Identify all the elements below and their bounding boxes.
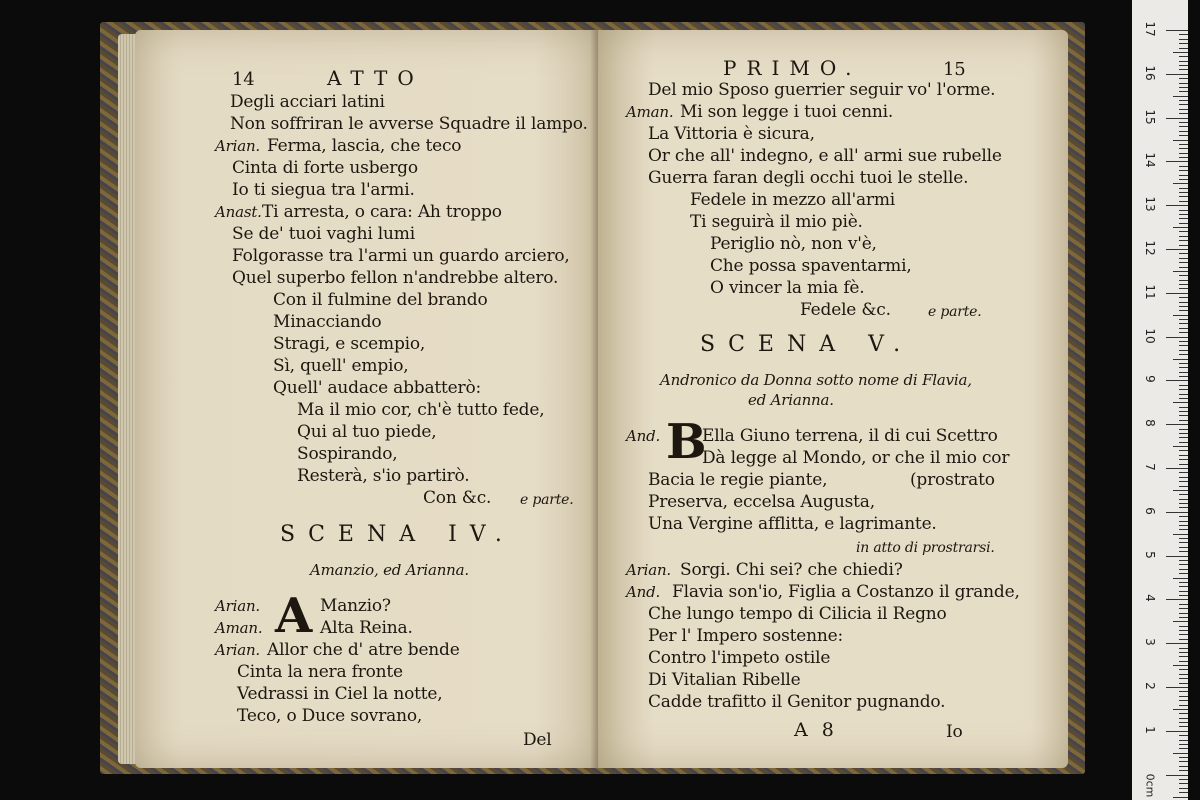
ruler-tick [1179, 652, 1188, 653]
ruler-tick [1179, 87, 1188, 88]
ruler-tick [1179, 192, 1188, 193]
text-line: Ti arresta, o cara: Ah troppo [262, 202, 502, 222]
text-line: Con il fulmine del brando [273, 290, 488, 310]
ruler-tick [1179, 507, 1188, 508]
speaker-label: Arian. [215, 641, 260, 659]
ruler-tick [1166, 643, 1188, 644]
text-line: Ma il mio cor, ch'è tutto fede, [297, 400, 545, 420]
scene-title: SCENA V. [700, 332, 914, 357]
ruler-tick [1179, 669, 1188, 670]
ruler-tick [1179, 345, 1188, 346]
speaker-label: Arian. [626, 561, 671, 579]
ruler-tick [1179, 385, 1188, 386]
exit-note: e parte. [520, 492, 574, 508]
text-line: Sospirando, [297, 444, 398, 464]
ruler-tick [1173, 446, 1188, 447]
text-line: Degli acciari latini [230, 92, 385, 112]
ruler-tick [1173, 52, 1188, 53]
text-line: Cadde trafitto il Genitor pugnando. [648, 692, 946, 712]
text-line: (prostrato [910, 470, 995, 490]
ruler-tick [1179, 604, 1188, 605]
stage-direction: in atto di prostrarsi. [856, 540, 995, 556]
ruler-tick [1179, 328, 1188, 329]
ruler-tick [1179, 253, 1188, 254]
ruler-tick [1179, 639, 1188, 640]
signature-mark: A 8 [794, 719, 838, 741]
text-line: Una Vergine afflitta, e lagrimante. [648, 514, 937, 534]
ruler-tick [1179, 275, 1188, 276]
ruler-tick [1179, 144, 1188, 145]
ruler-tick [1179, 214, 1188, 215]
ruler-tick [1179, 442, 1188, 443]
ruler-tick [1173, 271, 1188, 272]
ruler-tick [1166, 293, 1188, 294]
ruler-tick [1179, 188, 1188, 189]
ruler-tick [1179, 376, 1188, 377]
ruler-tick [1179, 389, 1188, 390]
text-line: Bacia le regie piante, [648, 470, 828, 490]
ruler-tick [1179, 521, 1188, 522]
ruler-tick [1179, 354, 1188, 355]
ruler-tick [1179, 157, 1188, 158]
ruler-tick [1179, 529, 1188, 530]
ruler-tick [1166, 599, 1188, 600]
ruler-number: 9 [1143, 375, 1157, 384]
ruler-tick [1179, 332, 1188, 333]
ruler-tick [1179, 284, 1188, 285]
ruler-tick [1179, 372, 1188, 373]
ruler-tick [1179, 595, 1188, 596]
ruler-tick [1179, 310, 1188, 311]
text-line: La Vittoria è sicura, [648, 124, 815, 144]
text-line: Per l' Impero sostenne: [648, 626, 843, 646]
ruler-tick [1179, 582, 1188, 583]
ruler-tick [1179, 516, 1188, 517]
ruler-tick [1179, 499, 1188, 500]
speaker-label: And. [626, 427, 661, 445]
exit-note: e parte. [928, 304, 982, 320]
ruler-tick [1179, 179, 1188, 180]
text-line: Che possa spaventarmi, [710, 256, 912, 276]
ruler-tick [1179, 740, 1188, 741]
text-line: Quell' audace abbatterò: [273, 378, 482, 398]
ruler-tick [1179, 713, 1188, 714]
ruler-tick [1179, 613, 1188, 614]
ruler-tick [1179, 280, 1188, 281]
ruler-tick [1179, 459, 1188, 460]
ruler-tick [1179, 175, 1188, 176]
ruler-tick [1179, 100, 1188, 101]
ruler-number: 13 [1143, 196, 1157, 212]
ruler-number: 5 [1143, 550, 1157, 559]
ruler-tick [1179, 718, 1188, 719]
speaker-label: And. [626, 583, 661, 601]
ruler-tick [1179, 39, 1188, 40]
ruler-tick [1179, 83, 1188, 84]
speaker-label: Aman. [215, 619, 263, 637]
ruler-tick [1166, 556, 1188, 557]
ruler-tick [1179, 223, 1188, 224]
ruler-tick [1173, 665, 1188, 666]
ruler-tick [1166, 205, 1188, 206]
text-line: Con &c. [423, 488, 492, 508]
ruler-tick [1179, 591, 1188, 592]
ruler-tick [1179, 429, 1188, 430]
ruler-tick [1179, 34, 1188, 35]
ruler-tick [1179, 407, 1188, 408]
text-line: O vincer la mia fè. [710, 278, 865, 298]
text-line: Guerra faran degli occhi tuoi le stelle. [648, 168, 969, 188]
ruler-tick [1179, 126, 1188, 127]
ruler-tick [1179, 43, 1188, 44]
ruler-tick [1179, 674, 1188, 675]
ruler-tick [1179, 69, 1188, 70]
text-line: Del mio Sposo guerrier seguir vo' l'orme. [648, 80, 996, 100]
ruler-tick [1179, 564, 1188, 565]
ruler-tick [1179, 341, 1188, 342]
speaker-label: Arian. [215, 597, 260, 615]
ruler-tick [1166, 30, 1188, 31]
text-line: Stragi, e scempio, [273, 334, 426, 354]
drop-cap: A [275, 588, 313, 644]
ruler-tick [1179, 236, 1188, 237]
ruler-number: 16 [1143, 65, 1157, 81]
ruler-tick [1179, 481, 1188, 482]
page-block-edge [118, 34, 136, 764]
left-page [135, 30, 605, 768]
ruler-tick [1166, 249, 1188, 250]
ruler-tick [1173, 183, 1188, 184]
ruler-tick [1173, 578, 1188, 579]
ruler-tick [1179, 683, 1188, 684]
scene-title: SCENA IV. [280, 522, 515, 547]
ruler-tick [1179, 656, 1188, 657]
ruler-tick [1173, 402, 1188, 403]
text-line: Resterà, s'io partirò. [297, 466, 470, 486]
text-line: Io ti siegua tra l'armi. [232, 180, 415, 200]
ruler-number: 7 [1143, 463, 1157, 471]
ruler-tick [1179, 455, 1188, 456]
drop-cap: B [666, 414, 707, 470]
ruler-tick [1179, 661, 1188, 662]
ruler-tick [1179, 744, 1188, 745]
ruler-tick [1179, 464, 1188, 465]
text-line: Or che all' indegno, e all' armi sue rubelle [648, 146, 1002, 166]
ruler-tick [1179, 394, 1188, 395]
ruler-number: 8 [1143, 419, 1157, 427]
ruler-tick [1179, 766, 1188, 767]
ruler-tick [1179, 472, 1188, 473]
ruler-number: 15 [1143, 108, 1157, 125]
ruler-tick [1179, 170, 1188, 171]
text-line: Sorgi. Chi sei? che chiedi? [680, 560, 903, 580]
ruler-number: 12 [1143, 240, 1157, 256]
running-head: PRIMO. [723, 56, 862, 80]
speaker-label: Aman. [626, 103, 674, 121]
ruler-tick [1179, 201, 1188, 202]
ruler-tick [1179, 267, 1188, 268]
ruler-tick [1179, 551, 1188, 552]
ruler-tick [1179, 538, 1188, 539]
ruler-tick [1179, 779, 1188, 780]
ruler-tick [1179, 494, 1188, 495]
right-page [598, 30, 1068, 768]
ruler-tick [1179, 608, 1188, 609]
ruler-tick [1179, 302, 1188, 303]
ruler-tick [1179, 569, 1188, 570]
ruler-tick [1166, 512, 1188, 513]
ruler-number: 17 [1143, 21, 1157, 37]
ruler-tick [1179, 726, 1188, 727]
ruler-tick [1179, 350, 1188, 351]
ruler-tick [1179, 218, 1188, 219]
ruler-tick [1179, 700, 1188, 701]
ruler-tick [1179, 450, 1188, 451]
catchword: Io [946, 722, 963, 742]
ruler-tick [1179, 398, 1188, 399]
measurement-ruler [1132, 0, 1188, 800]
ruler-tick [1179, 48, 1188, 49]
ruler-tick [1179, 306, 1188, 307]
ruler-tick [1179, 792, 1188, 793]
ruler-tick [1166, 468, 1188, 469]
text-line: Sì, quell' empio, [273, 356, 409, 376]
ruler-tick [1179, 91, 1188, 92]
ruler-tick [1179, 148, 1188, 149]
ruler-unit-label: 0cm [1143, 773, 1157, 798]
ruler-tick [1173, 140, 1188, 141]
ruler-tick [1179, 626, 1188, 627]
ruler-tick [1173, 621, 1188, 622]
ruler-tick [1179, 678, 1188, 679]
ruler-tick [1179, 323, 1188, 324]
ruler-tick [1179, 617, 1188, 618]
ruler-number: 6 [1143, 506, 1157, 515]
text-line: Teco, o Duce sovrano, [237, 706, 423, 726]
scene-cast: ed Arianna. [748, 391, 834, 409]
speaker-label: Arian. [215, 137, 260, 155]
text-line: Che lungo tempo di Cilicia il Regno [648, 604, 947, 624]
ruler-tick [1179, 525, 1188, 526]
ruler-tick [1179, 109, 1188, 110]
ruler-tick [1173, 753, 1188, 754]
ruler-tick [1166, 775, 1188, 776]
ruler-tick [1179, 748, 1188, 749]
text-line: Qui al tuo piede, [297, 422, 437, 442]
text-line: Manzio? [320, 596, 391, 616]
text-line: Dà legge al Mondo, or che il mio cor [702, 448, 1010, 468]
ruler-tick [1179, 503, 1188, 504]
ruler-tick [1173, 96, 1188, 97]
text-line: Mi son legge i tuoi cenni. [680, 102, 894, 122]
ruler-tick [1179, 363, 1188, 364]
ruler-tick [1179, 104, 1188, 105]
text-line: Se de' tuoi vaghi lumi [232, 224, 415, 244]
text-line: Alta Reina. [320, 618, 413, 638]
ruler-tick [1173, 797, 1188, 798]
ruler-tick [1179, 153, 1188, 154]
ruler-tick [1179, 420, 1188, 421]
ruler-tick [1179, 761, 1188, 762]
page-number: 14 [232, 69, 255, 90]
ruler-tick [1179, 367, 1188, 368]
ruler-tick [1179, 788, 1188, 789]
text-line: Cinta di forte usbergo [232, 158, 418, 178]
ruler-tick [1179, 783, 1188, 784]
speaker-label: Anast. [215, 203, 262, 221]
ruler-number: 10 [1143, 327, 1157, 344]
ruler-tick [1179, 486, 1188, 487]
text-line: Flavia son'io, Figlia a Costanzo il grande, [672, 582, 1020, 602]
ruler-tick [1179, 696, 1188, 697]
text-line: Vedrassi in Ciel la notte, [237, 684, 443, 704]
text-line: Ti seguirà il mio piè. [690, 212, 863, 232]
text-line: Di Vitalian Ribelle [648, 670, 801, 690]
text-line: Ferma, lascia, che teco [267, 136, 462, 156]
text-line: Quel superbo fellon n'andrebbe altero. [232, 268, 559, 288]
ruler-tick [1166, 687, 1188, 688]
ruler-tick [1179, 477, 1188, 478]
scene-cast: Andronico da Donna sotto nome di Flavia, [660, 371, 972, 389]
ruler-tick [1179, 245, 1188, 246]
ruler-tick [1179, 78, 1188, 79]
ruler-tick [1179, 65, 1188, 66]
catchword: Del [523, 730, 552, 750]
ruler-tick [1179, 415, 1188, 416]
ruler-tick [1179, 113, 1188, 114]
ruler-tick [1173, 227, 1188, 228]
ruler-tick [1179, 240, 1188, 241]
ruler-tick [1179, 297, 1188, 298]
text-line: Preserva, eccelsa Augusta, [648, 492, 875, 512]
ruler-tick [1179, 735, 1188, 736]
ruler-tick [1179, 56, 1188, 57]
ruler-tick [1173, 359, 1188, 360]
ruler-tick [1179, 411, 1188, 412]
ruler-tick [1179, 630, 1188, 631]
ruler-tick [1179, 691, 1188, 692]
text-line: Allor che d' atre bende [267, 640, 460, 660]
text-line: Fedele in mezzo all'armi [690, 190, 895, 210]
text-line: Non soffriran le avverse Squadre il lampo. [230, 114, 588, 134]
ruler-tick [1179, 634, 1188, 635]
ruler-number: 11 [1143, 284, 1157, 300]
ruler-tick [1179, 196, 1188, 197]
ruler-number: 4 [1143, 594, 1157, 603]
ruler-tick [1179, 258, 1188, 259]
ruler-tick [1173, 490, 1188, 491]
text-line: Folgorasse tra l'armi un guardo arciero, [232, 246, 570, 266]
ruler-tick [1179, 560, 1188, 561]
text-line: Cinta la nera fronte [237, 662, 403, 682]
text-line: Fedele &c. [800, 300, 891, 320]
ruler-tick [1179, 61, 1188, 62]
ruler-tick [1179, 648, 1188, 649]
ruler-tick [1166, 424, 1188, 425]
ruler-tick [1166, 74, 1188, 75]
ruler-tick [1166, 118, 1188, 119]
ruler-tick [1179, 547, 1188, 548]
page-number: 15 [943, 59, 966, 80]
ruler-tick [1179, 319, 1188, 320]
ruler-number: 2 [1143, 682, 1157, 690]
ruler-tick [1179, 262, 1188, 263]
ruler-tick [1179, 705, 1188, 706]
text-line: Ella Giuno terrena, il di cui Scettro [702, 426, 998, 446]
ruler-tick [1179, 770, 1188, 771]
ruler-tick [1179, 433, 1188, 434]
ruler-number: 1 [1143, 725, 1157, 734]
text-line: Minacciando [273, 312, 382, 332]
ruler-tick [1179, 757, 1188, 758]
ruler-tick [1179, 437, 1188, 438]
ruler-tick [1179, 288, 1188, 289]
ruler-number: 3 [1143, 638, 1157, 646]
ruler-tick [1166, 161, 1188, 162]
ruler-number: 14 [1143, 152, 1157, 169]
text-line: Periglio nò, non v'è, [710, 234, 877, 254]
running-head: ATTO [327, 66, 424, 90]
scene-cast: Amanzio, ed Arianna. [310, 561, 469, 579]
ruler-tick [1179, 231, 1188, 232]
ruler-tick [1179, 210, 1188, 211]
ruler-tick [1179, 573, 1188, 574]
text-line: Contro l'impeto ostile [648, 648, 831, 668]
ruler-tick [1166, 380, 1188, 381]
ruler-tick [1179, 166, 1188, 167]
ruler-tick [1173, 315, 1188, 316]
ruler-tick [1179, 122, 1188, 123]
ruler-tick [1179, 542, 1188, 543]
ruler-tick [1179, 131, 1188, 132]
ruler-tick [1179, 722, 1188, 723]
ruler-tick [1166, 731, 1188, 732]
ruler-tick [1179, 586, 1188, 587]
ruler-tick [1173, 709, 1188, 710]
ruler-tick [1179, 135, 1188, 136]
ruler-tick [1173, 534, 1188, 535]
ruler-tick [1166, 337, 1188, 338]
